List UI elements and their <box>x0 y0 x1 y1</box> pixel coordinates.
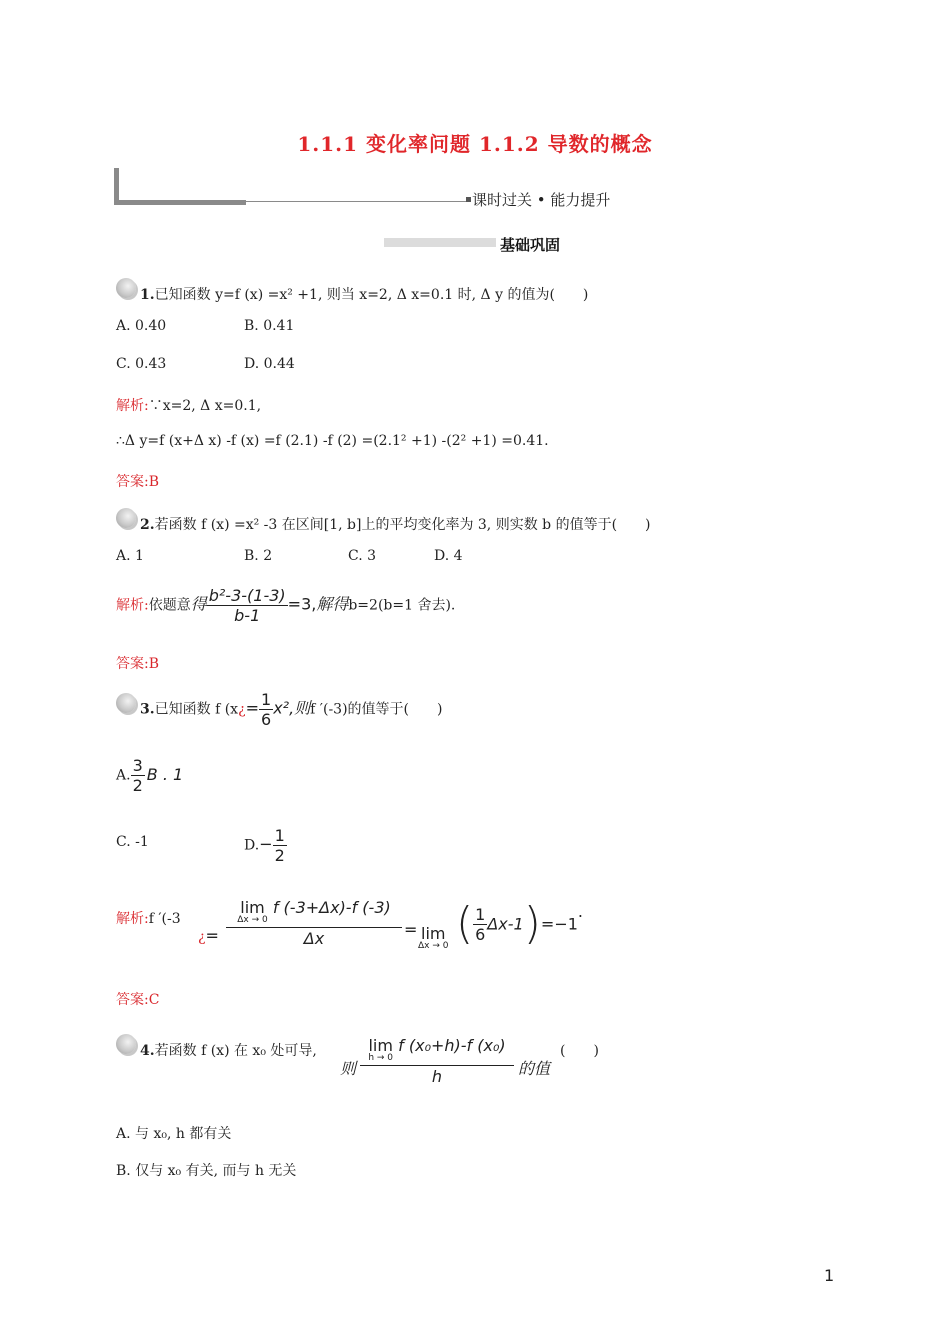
analysis-word: 解得 <box>316 594 349 614</box>
limit-denominator: h <box>431 1067 443 1086</box>
period: . <box>577 902 583 921</box>
fraction-denominator: 6 <box>475 924 486 944</box>
header-bracket-vertical <box>114 168 119 204</box>
option-c: C. 0.43 <box>116 356 167 372</box>
glyph: ¿ <box>238 701 246 718</box>
option-a: A. 与 x₀, h 都有关 <box>116 1126 232 1142</box>
limit-operator-2 <box>418 924 448 951</box>
section-title: 基础巩固 <box>500 236 561 254</box>
limit-numerator <box>360 1036 514 1066</box>
parenthesized-expression: ( $\frac{1}{6}$ Δx-1)=−1. <box>456 898 583 949</box>
analysis-text: 依题意 <box>148 597 191 614</box>
limit-operator <box>368 1036 393 1063</box>
question-number: 1. <box>140 287 155 303</box>
equals: = <box>205 926 219 945</box>
question-stem: 已知函数 y=f (x) =x² +1, 则当 x=2, Δ x=0.1 时, Δ y 的值为( ) <box>154 287 589 303</box>
answer: 答案:B <box>116 656 160 672</box>
lim-expression: f (-3+Δx)-f (-3) <box>272 898 391 917</box>
analysis-line-2: ∴Δ y=f (x+Δ x) -f (x) =f (2.1) -f (2) =(2.1² +1) -(2² +1) =0.41. <box>116 433 549 449</box>
analysis-text: ∵x=2, Δ x=0.1, <box>148 398 262 414</box>
fraction-denominator: b-1 <box>234 606 261 625</box>
fraction-numerator: b²-3-(1-3) <box>208 586 286 605</box>
question-bullet-icon <box>116 1034 136 1054</box>
option-d-label: D. <box>244 837 260 854</box>
result: =−1 <box>540 914 578 934</box>
option-d: D. 0.44 <box>244 356 295 372</box>
page-title: 1.1.1 变化率问题 1.1.2 导数的概念 <box>297 132 653 156</box>
question-bullet-icon <box>116 693 136 713</box>
equals: = <box>245 698 259 718</box>
glyph: ¿ <box>198 929 206 945</box>
question-word: 则 <box>294 698 311 718</box>
analysis-word: 得 <box>190 594 207 614</box>
question-bullet-icon <box>116 508 136 528</box>
fraction-numerator: 3 <box>132 756 143 775</box>
analysis-glyph-eq <box>198 926 219 945</box>
question-stem: 已知函数 f (x <box>154 701 239 718</box>
limit-operator <box>237 898 267 925</box>
analysis-label: 解析: <box>116 911 149 927</box>
lim-subscript: h → 0 <box>368 1053 394 1063</box>
answer: 答案:B <box>116 474 160 490</box>
question-1 <box>140 284 588 304</box>
header-bracket-horizontal <box>114 200 246 205</box>
fraction-denominator: 6 <box>261 710 272 729</box>
bullet-square-icon <box>466 197 471 202</box>
lim-word: lim <box>421 924 446 943</box>
section-bar <box>384 238 496 247</box>
question-word: 的值 <box>518 1059 551 1078</box>
option-a-fraction <box>131 756 145 795</box>
analysis-label: 解析: <box>116 398 149 414</box>
subheading: 课时过关 • 能力提升 <box>472 191 611 209</box>
option-d: D. 4 <box>434 548 463 564</box>
fraction <box>259 690 273 729</box>
option-d <box>244 826 287 865</box>
lim-expression: f (x₀+h)-f (x₀) <box>398 1036 506 1055</box>
fraction-denominator: 2 <box>274 846 285 865</box>
limit-numerator <box>226 898 402 928</box>
option-a-b <box>116 756 183 795</box>
option-c: C. -1 <box>116 834 149 850</box>
question-4 <box>140 1040 317 1060</box>
fraction-numerator: 1 <box>274 826 285 845</box>
option-c: C. 3 <box>348 548 377 564</box>
lim-word: lim <box>240 898 265 917</box>
question-word: 则 <box>340 1059 357 1078</box>
fraction <box>207 586 288 625</box>
analysis-text: b=2(b=1 舍去). <box>348 597 456 614</box>
option-b: B . 1 <box>146 764 184 784</box>
analysis-eq: =3, <box>287 594 317 614</box>
option-b: B. 2 <box>244 548 273 564</box>
question-number: 2. <box>140 517 155 533</box>
minus-sign: − <box>259 834 273 854</box>
header-rule <box>246 201 466 202</box>
question-number: 3. <box>140 701 155 718</box>
question-stem: 若函数 f (x) 在 x₀ 处可导, <box>154 1043 317 1059</box>
question-bullet-icon <box>116 278 136 298</box>
answer: 答案:C <box>116 992 160 1008</box>
lim-subscript: Δx → 0 <box>237 915 268 925</box>
question-2 <box>140 514 651 534</box>
fraction-denominator: 2 <box>132 776 143 795</box>
limit-fraction <box>226 898 402 948</box>
analysis-label: 解析: <box>116 597 149 614</box>
question-stem: 若函数 f (x) =x² -3 在区间[1, b]上的平均变化率为 3, 则实数 b 的值等于( ) <box>154 517 651 533</box>
question-stem: f ′(-3)的值等于( ) <box>310 701 443 718</box>
fraction-numerator: 1 <box>475 904 486 924</box>
lim-word: lim <box>368 1036 393 1055</box>
inner-rest: Δx-1 <box>487 914 524 934</box>
inner-fraction <box>473 905 487 944</box>
limit-denominator: Δx <box>303 929 325 948</box>
math-term: x², <box>273 698 295 718</box>
lim-subscript: Δx → 0 <box>418 941 449 951</box>
option-a: A. 0.40 <box>116 318 167 334</box>
page-number: 1 <box>824 1266 835 1285</box>
analysis <box>116 586 455 625</box>
option-a-label: A. <box>116 767 131 784</box>
option-d-fraction <box>273 826 287 865</box>
option-b: B. 0.41 <box>244 318 295 334</box>
equals: = <box>404 920 418 939</box>
fraction-numerator: 1 <box>261 690 272 709</box>
analysis <box>116 908 181 928</box>
option-b: B. 仅与 x₀ 有关, 而与 h 无关 <box>116 1163 297 1179</box>
analysis <box>116 395 261 415</box>
question-number: 4. <box>140 1043 155 1059</box>
limit-fraction <box>360 1036 514 1086</box>
option-a: A. 1 <box>116 548 144 564</box>
analysis-text: f ′(-3 <box>148 911 181 927</box>
question-3 <box>140 690 442 729</box>
answer-blank: ( ) <box>560 1043 599 1059</box>
